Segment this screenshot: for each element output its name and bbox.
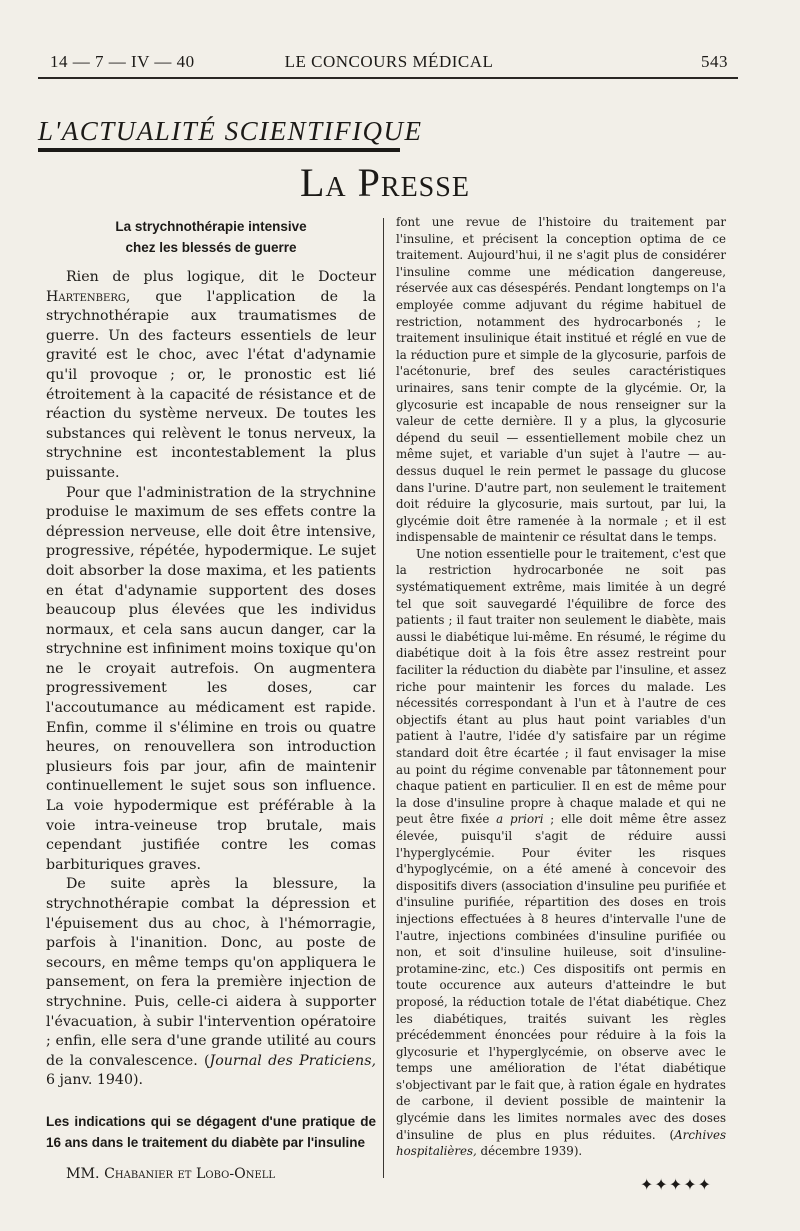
article2-source: Archives hospitalières, (396, 1127, 726, 1159)
article1-title-line2: chez les blessés de guerre (125, 240, 297, 255)
article1-title-line1: La strychnothérapie intensive (115, 219, 307, 234)
page-header (50, 50, 728, 74)
a-priori: a priori (496, 812, 544, 827)
article2-p2-end: décembre 1939). (476, 1144, 583, 1159)
header-rule (38, 77, 738, 79)
article1-p3-end: 6 janv. 1940). (46, 1072, 144, 1089)
article1-author: Hartenberg (46, 288, 126, 305)
article1-source: Journal des Praticiens, (209, 1052, 376, 1069)
page-number: 543 (701, 52, 728, 71)
article1-p1-start: Rien de plus logique, dit le Docteur (66, 269, 376, 285)
end-ornament: ✦✦✦✦✦ (640, 1175, 713, 1194)
right-column (396, 214, 726, 1160)
section-title: L'ACTUALITÉ SCIENTIFIQUE (38, 116, 423, 146)
article1-p3-start: De suite après la blessure, la strychnothérapie combat la dépression et l'épuisement dus au choc, à l'hémorragie, parfois à l'inanition. Donc, au poste de secours, en même temps qu'on appliquera le pansement, on fera la première injection de strychnine. Puis, celle-ci aidera à supporter l'évacuation, à subir l'intervention opératoire ; enfin, elle sera d'une grande utilité au cours de la convalescence. ( (46, 876, 376, 1069)
article1-paragraph-1 (46, 268, 376, 484)
article2-authors: Chabanier et Lobo-Onell (104, 1165, 276, 1182)
article2-p2-start: Une notion essentielle pour le traitement, c'est que la restriction hydrocarbonée ne soit pas systématiquement extrême, mais limitée à un degré tel que soit sauvegardé l'équilibre de force des patients ; il faut traiter non seulement le diabète, mais aussi le diabétique lui-même. En résumé, le régime du diabétique doit à la fois être assez restreint pour faciliter la réduction du diabète par l'insuline, et assez riche pour maintenir les forces du malade. Les nécessités correspondant à l'un et à l'autre de ces objectifs étant au plus haut point variables d'un patient à l'autre, l'idée d'y satisfaire par un régime standard doit être écartée ; il faut envisager la mise au point du régime convenable par tâtonnement pour chaque patient en particulier. Il en est de même pour la dose d'insuline propre à chaque malade et qui ne peut être fixée (396, 546, 726, 827)
article2-title: Les indications qui se dégagent d'une pratique de 16 ans dans le traitement du diabète par l'insuline (46, 1113, 376, 1150)
article1-title (46, 216, 376, 258)
article1-paragraph-3 (46, 875, 376, 1091)
journal-name: LE CONCOURS MÉDICAL (284, 52, 494, 71)
article1-p1-rest: , que l'application de la strychnothérapie aux traumatismes de guerre. Un des facteurs essentiels de leur gravité est le choc, avec l'état d'adynamie qu'il provoque ; or, le pronostic est lié étroitement à la capacité de résistance et de réaction du système nerveux. De toutes les substances qui relèvent le tonus nerveux, la strychnine est incontestablement la plus puissante. (46, 288, 376, 481)
article1-paragraph-2: Pour que l'administration de la strychnine produise le maximum de ses effets contre la dépression nerveuse, elle doit être intensive, progressive, répétée, hypodermique. Le sujet doit absorber la dose maxima, et les patients en état d'adynamie supportent des doses beaucoup plus élevées que les individus normaux, et cela sans aucun danger, car la strychnine est infiniment moins toxique qu'on ne le croyait autrefois. On augmentera progressivement les doses, car l'accoutumance au médicament est rapide. Enfin, comme il s'élimine en trois ou quatre heures, on renouvellera son introduction plusieurs fois par jour, afin de maintenir continuellement le sujet sous son influence. La voie hypodermique est préférable à la voie intra-veineuse trop brutale, mais cependant justifiée contre les comas barbituriques graves. (46, 484, 376, 873)
article2-paragraph-1 (46, 1165, 376, 1185)
article2-paragraph-1-continued: font une revue de l'histoire du traitement par l'insuline, et précisent la conception optima de ce traitement. Aujourd'hui, il ne s'agit plus de considérer l'insuline comme une médication dangereuse, réservée aux cas désespérés. Pendant longtemps on l'a employée comme adjuvant du régime habituel de restriction, notamment des hydrocarbonés ; le traitement insulinique était institué et réglé en vue de la réduction pure et simple de la glycosurie, parfois de l'acétonurie, bref des seules caractéristiques urinaires, sans tenir compte de la glycémie. Or, la glycosurie est incapable de nous renseigner sur la valeur de cette dernière. Il y a plus, la glycosurie dépend du seuil — essentiellement mobile chez un même sujet, et variable d'un sujet à l'autre — au-dessus duquel le rein permet le passage du glucose dans l'urine. D'autre part, non seulement le traitement doit réduire la glycosurie, mais surtout, par lui, la glycémie doit être ramenée à la normale ; et il est indispensable de maintenir ce résultat dans le temps. (396, 215, 726, 545)
issue-date: 14 — 7 — IV — 40 (50, 52, 195, 71)
article2-paragraph-2 (396, 546, 726, 1160)
article2-p2-rest: ; elle doit même être assez élevée, puisqu'il s'agit de réduire aussi l'hyperglycémie. Pour éviter les risques d'hypoglycémie, on a été amené à concevoir des dispositifs divers (association d'insuline peu purifiée et d'insuline purifiée, répartition des doses en trois injections effectuées à 8 heures d'intervalle l'une de l'autre, injections combinées d'insuline purifiée ou non, et soit d'insuline huileuse, soit d'insuline-protamine-zinc, etc.) Ces dispositifs ont permis en toute occurence aux auteurs d'atteindre le but proposé, la réduction totale de l'état diabétique. Chez les diabétiques, traités suivant les règles précédemment énoncées pour réduire à la fois la glycosurie et l'hyperglycémie, on observe avec le temps une amélioration de l'état diabétique s'objectivant par le fait que, à ration égale en hydrates de carbone, il devient possible de maintenir la glycémie dans les limites normales avec des doses d'insuline de plus en plus réduites. ( (396, 812, 727, 1142)
left-column (46, 214, 376, 1185)
article2-p1-start: MM. (66, 1165, 105, 1182)
main-title: La Presse (300, 160, 470, 205)
column-divider (383, 218, 384, 1178)
section-title-rule (38, 148, 400, 152)
